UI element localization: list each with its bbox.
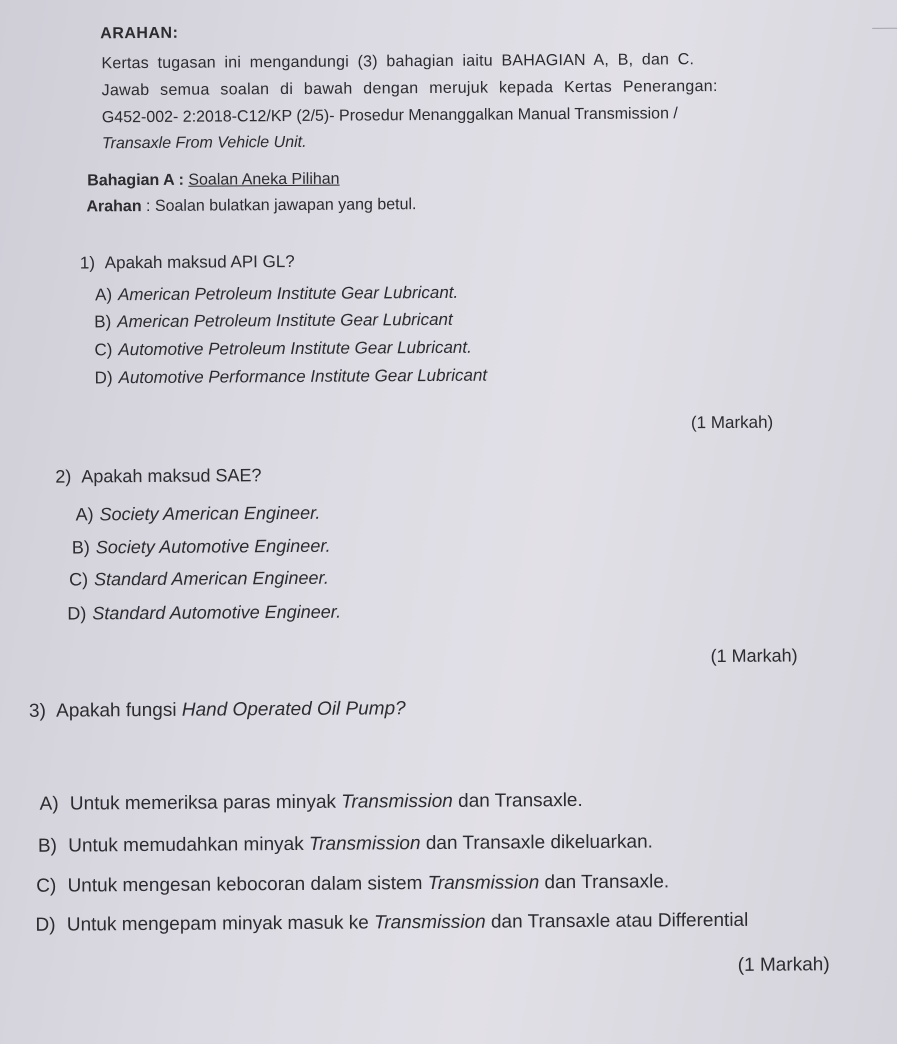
option-label: B) bbox=[37, 835, 57, 857]
page-edge-line bbox=[872, 28, 897, 29]
option-text: Untuk memudahkan minyak bbox=[68, 833, 304, 857]
option-label: A) bbox=[39, 793, 59, 815]
marks-label: (1 Markah) bbox=[690, 412, 774, 433]
option-text: dan Transaxle. bbox=[544, 871, 670, 894]
option-text: Society Automotive Engineer. bbox=[95, 535, 331, 558]
option-text: Untuk mengesan kebocoran dalam sistem bbox=[67, 873, 423, 897]
instructions-heading: ARAHAN: bbox=[100, 24, 179, 43]
option-1b[interactable] bbox=[94, 310, 453, 333]
question-number: 1) bbox=[79, 253, 96, 273]
option-text: dan Transaxle dikeluarkan. bbox=[425, 831, 653, 855]
option-label: D) bbox=[35, 914, 56, 936]
question-text: Apakah maksud SAE? bbox=[81, 465, 262, 487]
option-label: C) bbox=[94, 340, 113, 360]
option-text: Automotive Performance Institute Gear Lubricant bbox=[118, 365, 488, 388]
option-label: B) bbox=[94, 312, 112, 332]
option-text: Untuk memeriksa paras minyak bbox=[69, 791, 337, 815]
question-text-italic: Hand Operated Oil Pump? bbox=[181, 698, 406, 721]
marks-label: (1 Markah) bbox=[710, 645, 798, 667]
question-number: 3) bbox=[28, 700, 46, 722]
option-2a[interactable] bbox=[76, 503, 321, 526]
option-label: C) bbox=[68, 569, 89, 590]
section-name: Bahagian A : bbox=[87, 171, 184, 190]
instructions-line: Kertas tugasan ini mengandungi (3) bahagian iaitu BAHAGIAN A, B, dan C. bbox=[101, 51, 695, 73]
section-title: Soalan Aneka Pilihan bbox=[188, 170, 340, 189]
option-text: Standard Automotive Engineer. bbox=[92, 601, 342, 624]
instructions-line: Transaxle From Vehicle Unit. bbox=[101, 133, 307, 153]
option-text-italic: Transmission bbox=[427, 872, 540, 895]
question-number: 2) bbox=[55, 466, 72, 487]
option-3d[interactable] bbox=[35, 910, 748, 937]
option-label: B) bbox=[71, 537, 90, 558]
section-instruction bbox=[86, 196, 416, 216]
option-1c[interactable] bbox=[94, 338, 471, 361]
instructions-line: Jawab semua soalan di bawah dengan merujuk kepada Kertas Penerangan: bbox=[101, 77, 718, 100]
marks-label: (1 Markah) bbox=[737, 954, 830, 976]
section-heading bbox=[87, 171, 339, 191]
option-text-italic: Transmission bbox=[308, 833, 421, 855]
option-1a[interactable] bbox=[95, 283, 458, 306]
instructions-line bbox=[102, 105, 678, 127]
option-1d[interactable] bbox=[95, 366, 488, 389]
option-text: Automotive Petroleum Institute Gear Lubricant. bbox=[118, 337, 472, 360]
option-text: Untuk mengepam minyak masuk ke bbox=[66, 912, 369, 936]
option-3a[interactable] bbox=[40, 790, 583, 816]
option-text-italic: Transmission bbox=[374, 911, 486, 934]
option-2c[interactable] bbox=[69, 568, 329, 591]
option-3c[interactable] bbox=[36, 871, 669, 897]
option-text: dan Transaxle. bbox=[458, 789, 583, 812]
question-text: Apakah maksud API GL? bbox=[104, 251, 295, 273]
option-text: dan Transaxle atau Differential bbox=[490, 909, 749, 933]
option-2d[interactable] bbox=[67, 602, 341, 625]
option-label: A) bbox=[75, 504, 94, 525]
option-text: Standard American Engineer. bbox=[93, 567, 329, 590]
option-label: D) bbox=[67, 603, 87, 624]
question-text: Apakah fungsi bbox=[56, 699, 177, 722]
question-3 bbox=[29, 698, 406, 723]
option-label: C) bbox=[36, 875, 57, 897]
option-3b[interactable] bbox=[38, 831, 653, 857]
option-text: American Petroleum Institute Gear Lubricant bbox=[117, 309, 453, 332]
option-label: D) bbox=[94, 368, 113, 388]
reference-code: G452-002- 2:2018-C12/KP (2/5)- Prosedur Menanggalkan Manual Transmission / bbox=[101, 105, 678, 127]
option-text-italic: Transmission bbox=[341, 790, 453, 813]
instruction-label: Arahan bbox=[86, 198, 142, 216]
question-1 bbox=[80, 252, 295, 273]
instruction-text: : Soalan bulatkan jawapan yang betul. bbox=[145, 196, 417, 215]
option-label: A) bbox=[94, 285, 113, 305]
option-2b[interactable] bbox=[72, 536, 331, 559]
option-text: American Petroleum Institute Gear Lubricant. bbox=[117, 282, 459, 305]
question-2 bbox=[55, 465, 261, 487]
option-text: Society American Engineer. bbox=[99, 502, 321, 525]
